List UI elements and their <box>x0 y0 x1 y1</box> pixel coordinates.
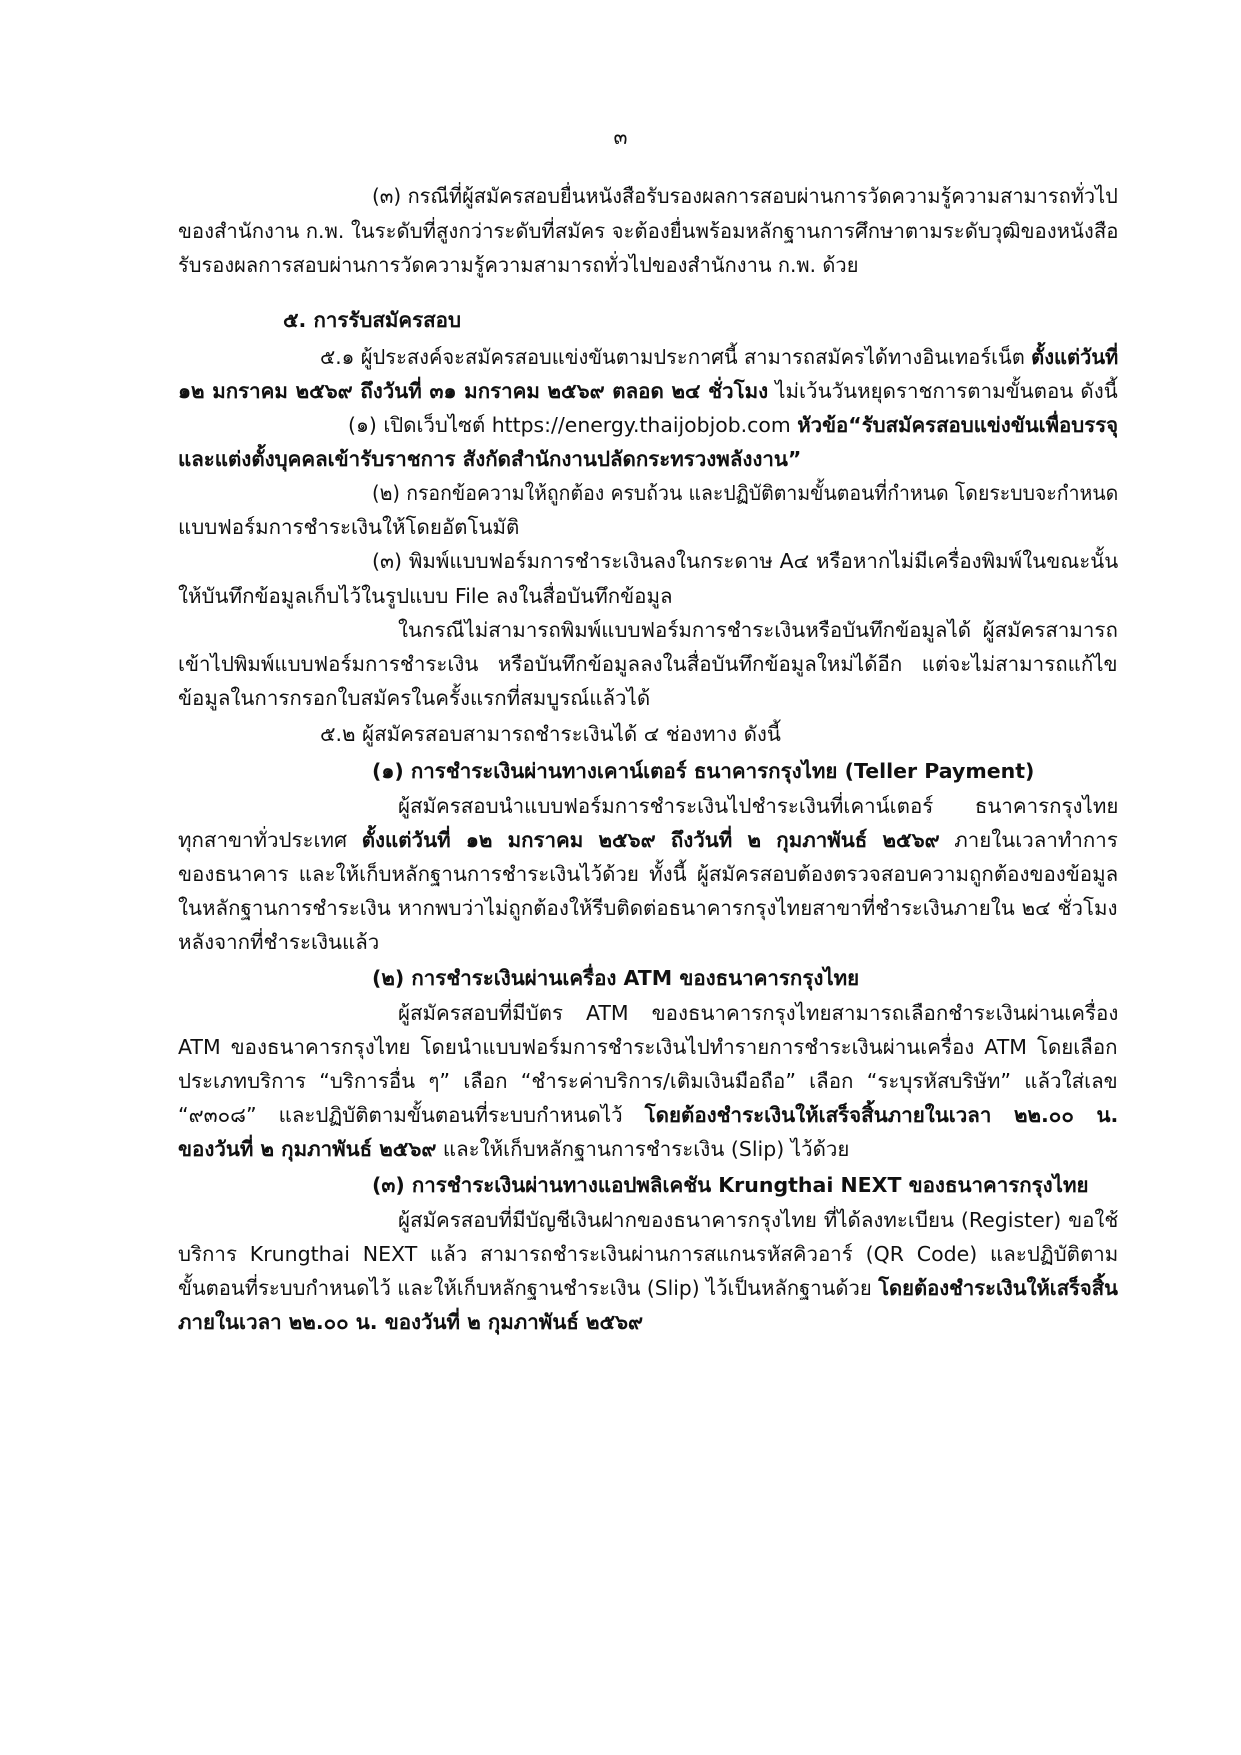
text-line <box>178 1062 1118 1100</box>
text-run: ๕.๑ ผู้ประสงค์จะสมัครสอบแข่งขันตามประกาศนี้ สามารถสมัครได้ทางอินเทอร์เน็ต <box>320 345 1032 369</box>
text-run: ผู้สมัครสอบที่มีบัญชีเงินฝากของธนาคารกรุงไทย ที่ได้ลงทะเบียน (Register) ขอใช้ <box>398 1208 1119 1232</box>
text-line <box>372 1166 1088 1204</box>
text-run: ในหลักฐานการชำระเงิน หากพบว่าไม่ถูกต้องให้รีบติดต่อธนาคารกรุงไทยสาขาที่ชำระเงินภายใน ๒๔ ชั่วโมง <box>178 896 1118 920</box>
text-line <box>178 1028 1118 1066</box>
text-run: ในกรณีไม่สามารถพิมพ์แบบฟอร์มการชำระเงินหรือบันทึกข้อมูลได้ ผู้สมัครสามารถ <box>398 618 1118 642</box>
bold-text-run: ๕. การรับสมัครสอบ <box>283 308 461 332</box>
text-line <box>178 923 379 961</box>
bold-text-run: โดยต้องชำระเงินให้เสร็จสิ้นภายในเวลา ๒๒.๐๐ น. <box>644 1103 1119 1127</box>
text-run: ทุกสาขาทั่วประเทศ <box>178 828 362 852</box>
text-line <box>178 1235 1118 1273</box>
text-line <box>372 752 1034 790</box>
text-line <box>372 177 1118 215</box>
text-run: ขั้นตอนที่ระบบกำหนดไว้ และให้เก็บหลักฐานชำระเงิน (Slip) ไว้เป็นหลักฐานด้วย <box>178 1276 879 1300</box>
text-run: แบบฟอร์มการชำระเงินให้โดยอัตโนมัติ <box>178 515 520 539</box>
text-run: (๓) พิมพ์แบบฟอร์มการชำระเงินลงในกระดาษ A๔ หรือหากไม่มีเครื่องพิมพ์ในขณะนั้น <box>372 549 1119 573</box>
text-line <box>178 821 1118 859</box>
text-line <box>178 577 673 615</box>
bold-text-run: และแต่งตั้งบุคคลเข้ารับราชการ สังกัดสำนักงานปลัดกระทรวงพลังงาน” <box>178 447 802 471</box>
text-line <box>372 959 859 997</box>
text-line <box>283 301 461 339</box>
bold-text-run: (๓) การชำระเงินผ่านทางแอปพลิเคชัน Krungthai NEXT ของธนาคารกรุงไทย <box>372 1173 1089 1197</box>
text-line <box>178 212 1118 250</box>
text-run: ผู้สมัครสอบที่มีบัตร ATM ของธนาคารกรุงไทยสามารถเลือกชำระเงินผ่านเครื่อง <box>398 1001 1119 1025</box>
text-line <box>178 889 1118 927</box>
text-line <box>372 542 1118 580</box>
bold-text-run: (๒) การชำระเงินผ่านเครื่อง ATM ของธนาคารกรุงไทย <box>372 966 860 990</box>
text-line <box>348 406 1118 444</box>
text-line <box>178 1130 849 1168</box>
page-number: ๓ <box>613 125 628 149</box>
text-line <box>320 338 1118 376</box>
text-run: ประเภทบริการ “บริการอื่น ๆ” เลือก “ชำระค่าบริการ/เติมเงินมือถือ” เลือก “ระบุรหัสบริษัท” แล้วใส่เลข <box>178 1069 1118 1093</box>
text-run: ข้อมูลในการกรอกใบสมัครในครั้งแรกที่สมบูรณ์แล้วได้ <box>178 686 651 710</box>
bold-text-run: ของวันที่ ๒ กุมภาพันธ์ ๒๕๖๙ <box>178 1137 437 1161</box>
text-run: ของธนาคาร และให้เก็บหลักฐานการชำระเงินไว้ด้วย ทั้งนี้ ผู้สมัครสอบต้องตรวจสอบความถูกต้องของข้อมูล <box>178 862 1119 886</box>
text-line <box>178 1096 1118 1134</box>
text-run: ภายในเวลาทำการ <box>939 828 1118 852</box>
text-line <box>178 372 1118 410</box>
text-line <box>398 787 1118 825</box>
bold-text-run: (๑) การชำระเงินผ่านทางเคาน์เตอร์ ธนาคารกรุงไทย (Teller Payment) <box>372 759 1035 783</box>
bold-text-run: โดยต้องชำระเงินให้เสร็จสิ้น <box>878 1276 1118 1300</box>
text-run: เข้าไปพิมพ์แบบฟอร์มการชำระเงิน หรือบันทึกข้อมูลลงในสื่อบันทึกข้อมูลใหม่ได้อีก แต่จะไม่สามารถแก้ไข <box>178 652 1118 676</box>
text-line <box>372 474 1118 512</box>
text-run: ให้บันทึกข้อมูลเก็บไว้ในรูปแบบ File ลงในสื่อบันทึกข้อมูล <box>178 584 673 608</box>
text-line <box>178 1269 1118 1307</box>
text-run: หลังจากที่ชำระเงินแล้ว <box>178 930 380 954</box>
bold-text-run: ภายในเวลา ๒๒.๐๐ น. ของวันที่ ๒ กุมภาพันธ์ ๒๕๖๙ <box>178 1310 644 1334</box>
text-line <box>178 855 1118 893</box>
text-run: ไม่เว้นวันหยุดราชการตามขั้นตอน ดังนี้ <box>768 379 1118 403</box>
text-run: และให้เก็บหลักฐานการชำระเงิน (Slip) ไว้ด้วย <box>436 1137 850 1161</box>
text-line <box>178 645 1118 683</box>
text-line <box>320 715 781 753</box>
text-run: ของสำนักงาน ก.พ. ในระดับที่สูงกว่าระดับที่สมัคร จะต้องยื่นพร้อมหลักฐานการศึกษาตามระดับวุฒิของหนังสือ <box>178 219 1119 243</box>
text-run: (๓) กรณีที่ผู้สมัครสอบยื่นหนังสือรับรองผลการสอบผ่านการวัดความรู้ความสามารถทั่วไป <box>372 184 1118 208</box>
text-run: บริการ Krungthai NEXT แล้ว สามารถชำระเงินผ่านการสแกนรหัสคิวอาร์ (QR Code) และปฏิบัติตาม <box>178 1242 1119 1266</box>
text-line <box>398 611 1118 649</box>
text-line <box>178 440 801 478</box>
text-line <box>398 1201 1118 1239</box>
text-run: (๒) กรอกข้อความให้ถูกต้อง ครบถ้วน และปฏิบัติตามขั้นตอนที่กำหนด โดยระบบจะกำหนด <box>372 481 1119 505</box>
bold-text-run: หัวข้อ“รับสมัครสอบแข่งขันเพื่อบรรจุ <box>797 413 1119 437</box>
bold-text-run: ตั้งแต่วันที่ <box>1031 345 1119 369</box>
text-run: ๕.๒ ผู้สมัครสอบสามารถชำระเงินได้ ๔ ช่องทาง ดังนี้ <box>320 722 781 746</box>
bold-text-run: ตั้งแต่วันที่ ๑๒ มกราคม ๒๕๖๙ ถึงวันที่ ๒ กุมภาพันธ์ ๒๕๖๙ <box>361 828 940 852</box>
text-line <box>178 679 650 717</box>
text-run: “๙๓๐๘” และปฏิบัติตามขั้นตอนที่ระบบกำหนดไว้ <box>178 1103 645 1127</box>
bold-text-run: ๑๒ มกราคม ๒๕๖๙ ถึงวันที่ ๓๑ มกราคม ๒๕๖๙ ตลอด ๒๔ ชั่วโมง <box>178 379 769 403</box>
text-line <box>178 246 858 284</box>
text-run: ผู้สมัครสอบนำแบบฟอร์มการชำระเงินไปชำระเงินที่เคาน์เตอร์ ธนาคารกรุงไทย <box>398 794 1119 818</box>
text-line <box>178 1303 643 1341</box>
text-line <box>178 508 519 546</box>
text-line <box>398 994 1118 1032</box>
text-run: รับรองผลการสอบผ่านการวัดความรู้ความสามารถทั่วไปของสำนักงาน ก.พ. ด้วย <box>178 253 859 277</box>
text-run: ATM ของธนาคารกรุงไทย โดยนำแบบฟอร์มการชำระเงินไปทำรายการชำระเงินผ่านเครื่อง ATM โดยเลือก <box>178 1035 1118 1059</box>
text-run: (๑) เปิดเว็บไซต์ https://energy.thaijobjob.com <box>348 413 798 437</box>
